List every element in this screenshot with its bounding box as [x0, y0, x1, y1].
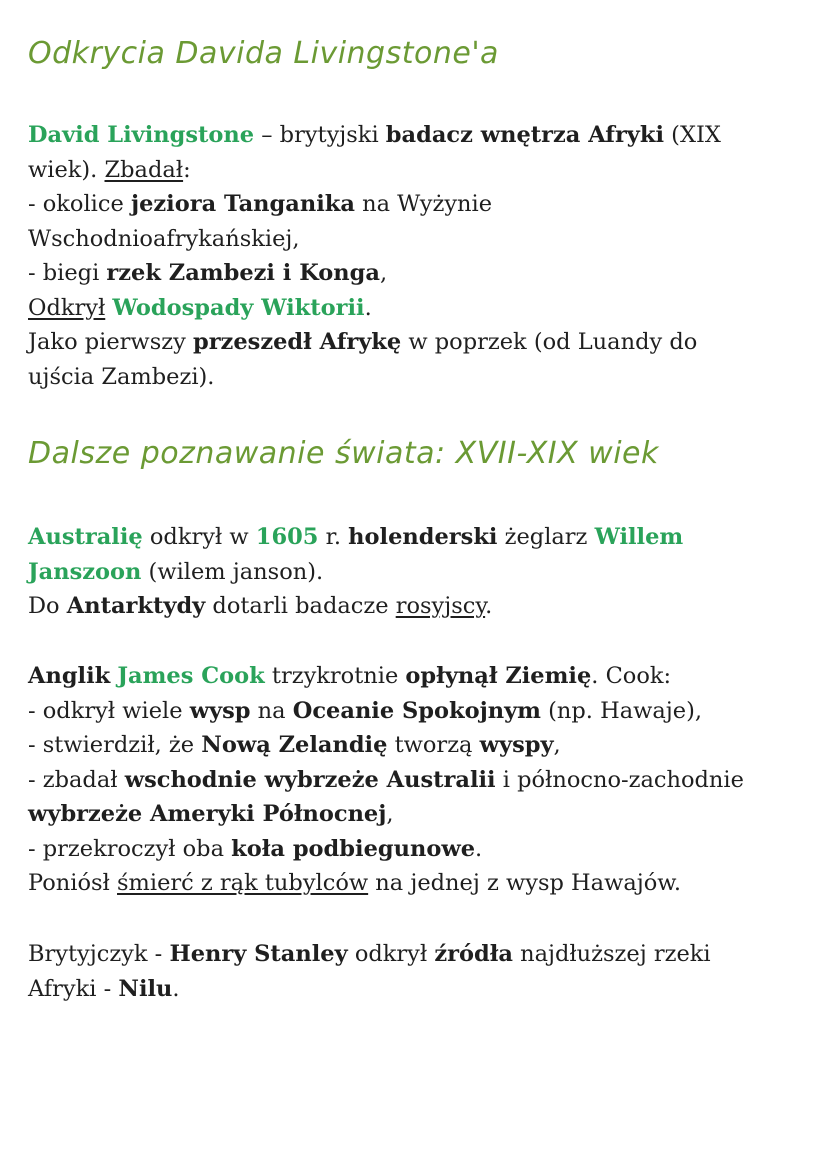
text: ,: [386, 801, 394, 827]
text: .: [475, 835, 483, 862]
text: - stwierdził, że: [28, 732, 202, 758]
underlined-text: Zbadał: [104, 156, 184, 183]
text: (XIX: [664, 122, 721, 148]
text: Brytyjczyk -: [28, 941, 170, 967]
text: - biegi: [28, 260, 107, 286]
text: ,: [379, 260, 388, 286]
text: tworzą: [387, 732, 480, 758]
name-livingstone: David Livingstone: [28, 122, 255, 148]
cook-paragraph: [28, 659, 808, 901]
highlight-janszoon: Janszoon: [28, 558, 142, 585]
text: Poniósł: [28, 870, 118, 896]
bold-text: opłynął Ziemię: [405, 663, 592, 689]
bold-text: Nilu: [118, 975, 173, 1002]
text: – brytyjski: [254, 122, 386, 148]
text: .: [172, 975, 180, 1002]
underlined-text: śmierć z rąk tubylców: [117, 870, 369, 896]
bold-text: holenderski: [348, 524, 498, 550]
text: Wschodnioafrykańskiej,: [28, 225, 300, 252]
bold-text: przeszedł Afrykę: [192, 329, 402, 355]
text: - okolice: [28, 191, 131, 217]
bold-text: koła podbiegunowe: [231, 835, 476, 862]
text: - zbadał: [28, 766, 125, 793]
text: odkrył: [347, 941, 435, 967]
text: - odkrył wiele: [28, 697, 190, 724]
text: ujścia Zambezi).: [28, 363, 215, 390]
text: odkrył w: [142, 524, 256, 550]
text: (wilem janson).: [141, 558, 324, 585]
bold-text: wybrzeże Ameryki Północnej: [28, 801, 387, 827]
text: trzykrotnie: [264, 663, 406, 689]
bold-text: Anglik: [28, 663, 111, 689]
text: (np. Hawaje),: [540, 697, 703, 724]
bold-text: źródła: [434, 941, 513, 967]
text: :: [183, 156, 191, 183]
text: na Wyżynie: [354, 191, 493, 217]
text: ,: [553, 732, 561, 758]
text: r.: [318, 524, 349, 550]
highlight-james-cook: James Cook: [117, 663, 265, 689]
highlight-australia: Australię: [28, 524, 143, 550]
text: najdłuższej rzeki: [512, 941, 711, 967]
text: w poprzek (od Luandy do: [401, 329, 698, 355]
text: i północno-zachodnie: [495, 766, 744, 793]
text: Do: [28, 593, 67, 619]
text: .: [364, 294, 372, 321]
bold-text: Oceanie Spokojnym: [292, 697, 541, 724]
australia-paragraph: [28, 520, 808, 624]
bold-text: Henry Stanley: [169, 941, 348, 967]
section-title-livingstone: Odkrycia Davida Livingstone'a: [28, 36, 499, 71]
highlight-victoria-falls: Wodospady Wiktorii: [112, 294, 365, 321]
underlined-text: rosyjscy: [395, 593, 486, 619]
text: na jednej z wysp Hawajów.: [368, 870, 682, 896]
text: - przekroczył oba: [28, 835, 232, 862]
bold-text: jeziora Tanganika: [130, 191, 355, 217]
text: dotarli badacze: [205, 593, 396, 619]
underlined-text: Odkrył: [28, 294, 106, 321]
text: . Cook:: [591, 663, 672, 689]
bold-text: wyspy: [479, 732, 554, 758]
text: Jako pierwszy: [28, 329, 193, 355]
text: na: [250, 697, 293, 724]
livingstone-paragraph: [28, 118, 808, 394]
highlight-willem: Willem: [594, 524, 684, 550]
bold-text: rzek Zambezi i Konga: [106, 260, 380, 286]
bold-text: wschodnie wybrzeże Australii: [124, 766, 496, 793]
highlight-year: 1605: [255, 524, 319, 550]
text: Afryki -: [28, 975, 119, 1002]
bold-text: badacz wnętrza Afryki: [385, 122, 665, 148]
text: .: [485, 593, 493, 619]
stanley-paragraph: [28, 937, 808, 1006]
bold-text: wysp: [189, 697, 251, 724]
text: wiek).: [28, 156, 105, 183]
text: żeglarz: [497, 524, 595, 550]
section-title-exploration: Dalsze poznawanie świata: XVII-XIX wiek: [28, 436, 659, 471]
bold-text: Nową Zelandię: [201, 732, 388, 758]
bold-text: Antarktydy: [66, 593, 206, 619]
